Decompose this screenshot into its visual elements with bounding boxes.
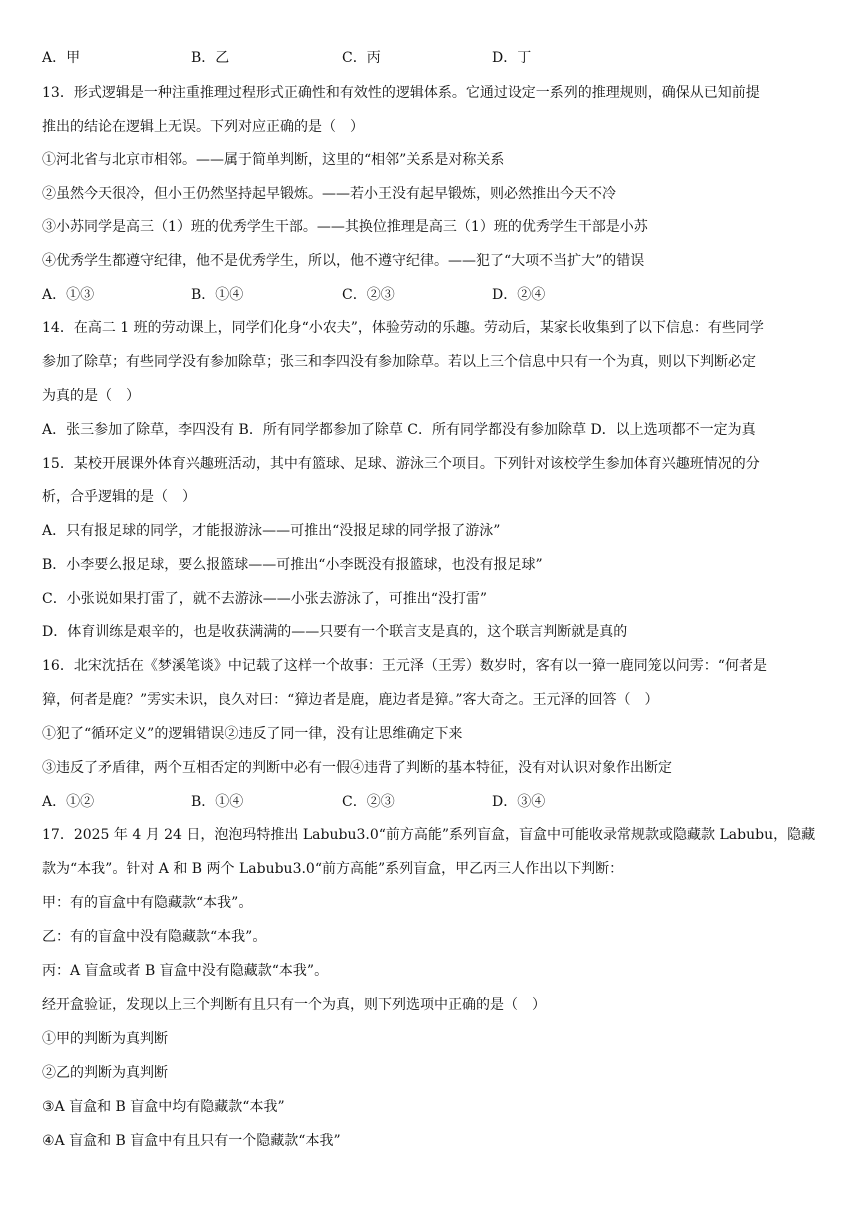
q17-item-4: ④A 盲盒和 B 盲盒中有且只有一个隐藏款“本我”	[42, 1133, 341, 1149]
q17-judgment-jia: 甲：有的盲盒中有隐藏款“本我”。	[42, 895, 253, 911]
q14-stem-line2: 参加了除草；有些同学没有参加除草；张三和李四没有参加除草。若以上三个信息中只有一个为真，则以下判断必定	[42, 354, 756, 370]
q13-option-b: B．①④	[191, 287, 244, 303]
q12-option-a: A．甲	[42, 50, 81, 66]
q12-option-d: D．丁	[492, 50, 532, 66]
q17-stem-line1: 17．2025 年 4 月 24 日，泡泡玛特推出 Labubu3.0“前方高能”系列盲盒，盲盒中可能收录常规款或隐藏款 Labubu，隐藏	[42, 827, 816, 843]
q12-option-c: C．丙	[342, 50, 381, 66]
q13-item-4: ④优秀学生都遵守纪律，他不是优秀学生，所以，他不遵守纪律。——犯了“大项不当扩大”的错误	[42, 253, 645, 269]
q14-options: A．张三参加了除草，李四没有 B．所有同学都参加了除草 C．所有同学都没有参加除草 D．以上选项都不一定为真	[42, 422, 756, 438]
q13-option-a: A．①③	[42, 287, 95, 303]
q16-option-c: C．②③	[342, 794, 395, 810]
q13-item-3: ③小苏同学是高三（1）班的优秀学生干部。——其换位推理是高三（1）班的优秀学生干部是小苏	[42, 219, 648, 235]
q17-item-1: ①甲的判断为真判断	[42, 1031, 168, 1047]
q13-stem-line1: 13．形式逻辑是一种注重推理过程形式正确性和有效性的逻辑体系。它通过设定一系列的推理规则，确保从已知前提	[42, 85, 760, 101]
q13-option-c: C．②③	[342, 287, 395, 303]
q15-option-d: D．体育训练是艰辛的，也是收获满满的——只要有一个联言支是真的，这个联言判断就是真的	[42, 624, 628, 640]
q16-stem-line2: 獐，何者是鹿？”雱实未识，良久对曰：“獐边者是鹿，鹿边者是獐。”客大奇之。王元泽的回答（ ）	[42, 692, 659, 708]
q17-condition: 经开盒验证，发现以上三个判断有且只有一个为真，则下列选项中正确的是（ ）	[42, 997, 546, 1013]
q13-item-1: ①河北省与北京市相邻。——属于简单判断，这里的“相邻”关系是对称关系	[42, 152, 505, 168]
q17-item-2: ②乙的判断为真判断	[42, 1065, 168, 1081]
q16-option-d: D．③④	[492, 794, 546, 810]
q16-option-a: A．①②	[42, 794, 95, 810]
q15-option-c: C．小张说如果打雷了，就不去游泳——小张去游泳了，可推出“没打雷”	[42, 591, 488, 607]
q17-item-3: ③A 盲盒和 B 盲盒中均有隐藏款“本我”	[42, 1099, 285, 1115]
q13-item-2: ②虽然今天很冷，但小王仍然坚持起早锻炼。——若小王没有起早锻炼，则必然推出今天不冷	[42, 186, 616, 202]
q13-option-d: D．②④	[492, 287, 546, 303]
q15-option-b: B．小李要么报足球，要么报篮球——可推出“小李既没有报篮球，也没有报足球”	[42, 557, 543, 573]
q13-stem-line2: 推出的结论在逻辑上无误。下列对应正确的是（ ）	[42, 119, 364, 135]
q17-stem-line2: 款为“本我”。针对 A 和 B 两个 Labubu3.0“前方高能”系列盲盒，甲乙丙三人作出以下判断：	[42, 861, 624, 877]
q15-stem-line1: 15．某校开展课外体育兴趣班活动，其中有篮球、足球、游泳三个项目。下列针对该校学生参加体育兴趣班情况的分	[42, 456, 760, 472]
q16-option-b: B．①④	[191, 794, 244, 810]
q14-stem-line3: 为真的是（ ）	[42, 388, 140, 404]
q14-stem-line1: 14．在高二 1 班的劳动课上，同学们化身“小农夫”，体验劳动的乐趣。劳动后，某家长收集到了以下信息：有些同学	[42, 320, 764, 336]
q15-stem-line2: 析，合乎逻辑的是（ ）	[42, 489, 196, 505]
q16-stem-line1: 16．北宋沈括在《梦溪笔谈》中记载了这样一个故事：王元泽（王雱）数岁时，客有以一獐一鹿同笼以问雱：“何者是	[42, 658, 767, 674]
q17-judgment-yi: 乙：有的盲盒中没有隐藏款“本我”。	[42, 929, 267, 945]
q17-judgment-bing: 丙：A 盲盒或者 B 盲盒中没有隐藏款“本我”。	[42, 963, 329, 979]
q15-option-a: A．只有报足球的同学，才能报游泳——可推出“没报足球的同学报了游泳”	[42, 523, 501, 539]
q16-item-line2: ③违反了矛盾律，两个互相否定的判断中必有一假④违背了判断的基本特征，没有对认识对象作出断定	[42, 760, 672, 776]
q12-option-b: B．乙	[191, 50, 230, 66]
q16-item-line1: ①犯了“循环定义”的逻辑错误②违反了同一律，没有让思维确定下来	[42, 726, 463, 742]
